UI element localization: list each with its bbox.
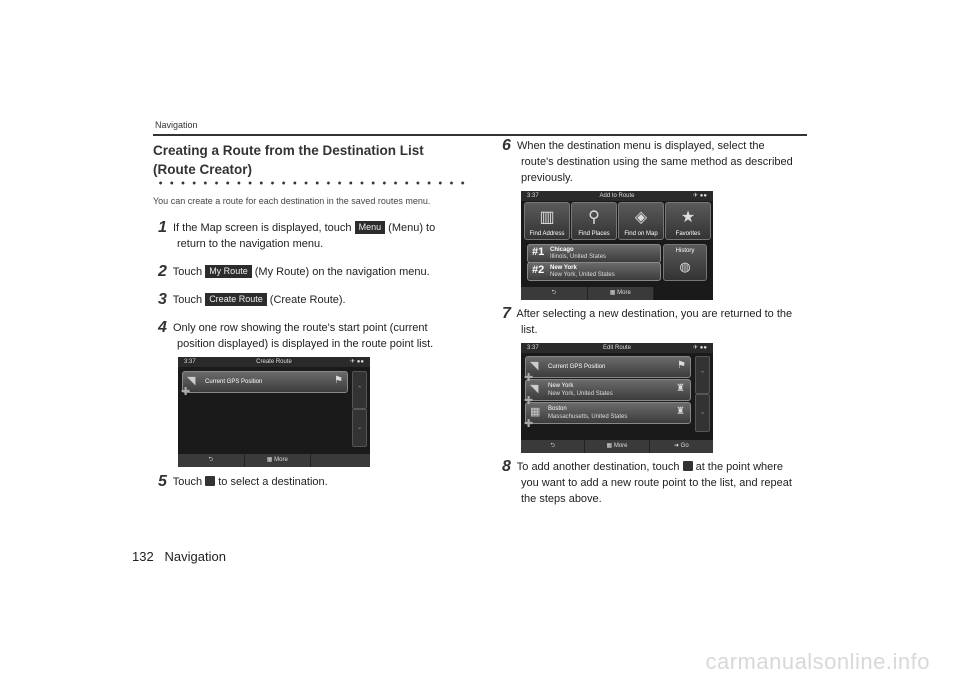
- step-text: the steps above.: [521, 493, 602, 505]
- checkered-flag-icon: ▦: [530, 406, 541, 418]
- row-state: New York, United States: [550, 272, 615, 278]
- rank-value: 2: [538, 264, 545, 276]
- flag-icon: ◥: [530, 383, 539, 395]
- scroll-up-icon: ⌃: [352, 371, 367, 409]
- step-6: [502, 138, 812, 186]
- back-icon: ⮌: [521, 287, 588, 300]
- flag-button-icon: ⚑: [677, 360, 686, 371]
- step-text: route's destination using the same method as described: [521, 156, 793, 168]
- row-label: Current GPS Position: [205, 379, 263, 385]
- back-icon: ⮌: [521, 440, 585, 453]
- step-8: [502, 459, 812, 507]
- route-row-1: [525, 356, 691, 378]
- step-text: (Menu) to: [388, 222, 436, 234]
- button-label: Find Address: [529, 231, 565, 237]
- add-point-icon: [205, 476, 215, 486]
- footer-label: Navigation: [164, 549, 226, 564]
- scroll-down-icon: ⌄: [695, 394, 710, 432]
- places-icon: ⚲: [588, 209, 600, 226]
- add-point-icon: ✚: [524, 395, 534, 407]
- back-icon: ⮌: [178, 454, 245, 467]
- scroll-up-icon: ⌃: [695, 356, 710, 394]
- step-4: [158, 320, 478, 352]
- step-number: 5: [158, 473, 167, 490]
- step-2: [158, 264, 478, 280]
- add-point-icon: [683, 461, 693, 471]
- screen-title: Create Route: [256, 359, 292, 365]
- edit-route-screenshot: [521, 343, 713, 453]
- flag-button-icon: ⚑: [334, 375, 343, 386]
- step-text: to select a destination.: [218, 476, 328, 488]
- row-label: Current GPS Position: [548, 364, 606, 370]
- screen-status-bar: [178, 357, 370, 367]
- create-route-screenshot: [178, 357, 370, 467]
- step-number: 8: [502, 458, 511, 475]
- step-number: 4: [158, 319, 167, 336]
- menu-button: Menu: [355, 221, 386, 234]
- route-row-3: [525, 402, 691, 424]
- row-sublabel: New York, United States: [548, 391, 613, 397]
- step-text: After selecting a new destination, you are returned to the: [516, 308, 793, 320]
- more-label: More: [613, 443, 628, 449]
- city-icon: ▥: [539, 209, 555, 226]
- dotted-divider: [155, 180, 465, 186]
- step-text: To add another destination, touch: [516, 461, 680, 473]
- status-icons: ✈ ●●: [693, 193, 707, 199]
- find-address-button: [524, 202, 570, 240]
- more-button: ▦ More: [245, 454, 312, 467]
- step-text: (Create Route).: [269, 294, 346, 306]
- clock: 3:37: [527, 345, 539, 351]
- screen-bottom-bar: [178, 454, 370, 467]
- history-globe-icon: ◍: [679, 259, 691, 274]
- running-head: Navigation: [155, 120, 198, 130]
- row-sublabel: Massachusetts, United States: [548, 414, 628, 420]
- more-button: ▦ More: [588, 287, 655, 300]
- watermark: carmanualsonline.info: [705, 649, 930, 674]
- trash-icon: ♜: [676, 406, 685, 417]
- step-text: list.: [521, 324, 538, 336]
- step-text: position displayed) is displayed in the route point list.: [177, 338, 434, 350]
- history-row-2: [527, 262, 661, 281]
- rank-number: #2: [532, 264, 545, 276]
- trash-icon: ♜: [676, 383, 685, 394]
- section-title: [153, 141, 473, 179]
- route-row: [182, 371, 348, 393]
- button-label: Find on Map: [624, 231, 658, 237]
- screen-bottom-bar: [521, 287, 713, 300]
- flag-icon: ◥: [187, 375, 196, 387]
- step-text: Touch: [172, 294, 203, 306]
- step-number: 2: [158, 263, 167, 280]
- flag-icon: ◥: [530, 360, 539, 372]
- row-label: New York: [548, 383, 574, 389]
- row-label: Boston: [548, 406, 567, 412]
- screen-status-bar: [521, 343, 713, 353]
- route-row-2: [525, 379, 691, 401]
- status-icons: ✈ ●●: [693, 345, 707, 351]
- star-icon: ★: [680, 209, 696, 226]
- screen-bottom-bar: [521, 440, 713, 453]
- rank-number: #1: [532, 246, 545, 258]
- step-number: 7: [502, 305, 511, 322]
- step-text: return to the navigation menu.: [177, 238, 324, 250]
- history-row-1: [527, 244, 661, 263]
- button-label: Favorites: [675, 231, 701, 237]
- go-label: Go: [680, 443, 689, 449]
- bottom-bar-blank: [654, 287, 713, 300]
- section-title-line2: (Route Creator): [153, 162, 253, 177]
- add-to-route-screenshot: [521, 191, 713, 300]
- add-point-icon: ✚: [524, 418, 534, 430]
- screen-title: Edit Route: [602, 345, 632, 351]
- my-route-button: My Route: [205, 265, 252, 278]
- step-number: 6: [502, 137, 511, 154]
- status-icons: ✈ ●●: [350, 359, 364, 365]
- clock: 3:37: [184, 359, 196, 365]
- row-city: New York: [550, 265, 577, 271]
- row-city: Chicago: [550, 247, 574, 253]
- row-state: Illinois, United States: [550, 254, 607, 260]
- more-label: More: [617, 290, 631, 296]
- step-text: at the point where: [695, 461, 784, 473]
- step-text: When the destination menu is displayed, select the: [516, 140, 765, 152]
- step-number: 1: [158, 219, 167, 236]
- header-rule: [153, 134, 807, 136]
- favorites-button: [665, 202, 711, 240]
- create-route-button: Create Route: [205, 293, 267, 306]
- step-7: [502, 306, 812, 338]
- step-3: [158, 292, 478, 308]
- clock: 3:37: [527, 193, 539, 199]
- step-1: [158, 220, 478, 252]
- find-places-button: [571, 202, 617, 240]
- step-text: Touch: [172, 476, 203, 488]
- add-point-icon: ✚: [524, 372, 534, 384]
- step-5: [158, 474, 478, 490]
- rank-value: 1: [538, 246, 545, 258]
- button-label: Find Places: [578, 231, 610, 237]
- step-text: Touch: [172, 266, 203, 278]
- more-button: ▦ More: [585, 440, 649, 453]
- step-number: 3: [158, 291, 167, 308]
- step-text: (My Route) on the navigation menu.: [254, 266, 430, 278]
- history-button: [663, 244, 707, 281]
- bottom-bar-blank: [311, 454, 370, 467]
- find-on-map-button: [618, 202, 664, 240]
- step-text: Only one row showing the route's start point (current: [172, 322, 428, 334]
- intro-text: You can create a route for each destination in the saved routes menu.: [153, 196, 431, 206]
- map-icon: ◈: [634, 209, 648, 226]
- go-button: ➜ Go: [673, 443, 689, 449]
- more-label: More: [274, 457, 288, 463]
- section-title-line1: Creating a Route from the Destination List: [153, 143, 424, 158]
- screen-title: Add to Route: [599, 193, 635, 199]
- step-text: If the Map screen is displayed, touch: [172, 222, 352, 234]
- history-label: History: [675, 248, 695, 254]
- page-number: 132: [132, 549, 154, 564]
- page-footer: [132, 549, 226, 564]
- add-point-icon: ✚: [181, 386, 191, 398]
- screen-status-bar: [521, 191, 713, 201]
- scroll-down-icon: ⌄: [352, 409, 367, 447]
- step-text: you want to add a new route point to the list, and repeat: [521, 477, 792, 489]
- step-text: previously.: [521, 172, 573, 184]
